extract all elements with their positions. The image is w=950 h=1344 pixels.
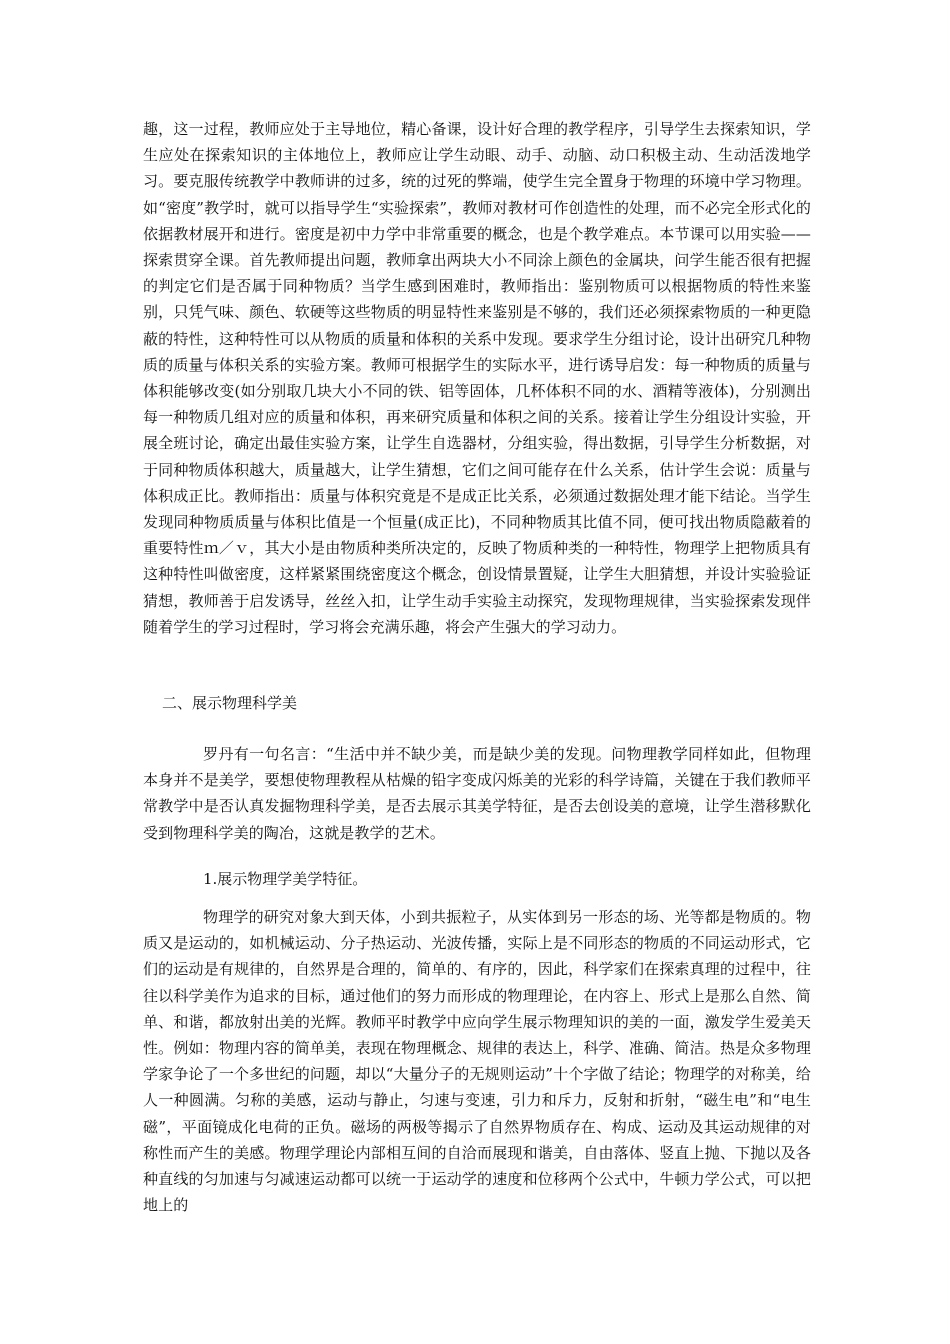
body-paragraph: 物理学的研究对象大到天体，小到共振粒子，从实体到另一形态的场、光等都是物质的。物质又是运动的，如机械运动、分子热运动、光波传播，实际上是不同形态的物质的不同运动形式，它们的运动是有规律的，自然界是合理的，简单的、有序的，因此，科学家们在探索真理的过程中，往往以科学美作为追求的目标，通过他们的努力而形成的物理理论，在内容上、形式上是那么自然、简单、和谐，都放射出美的光辉。教师平时教学中应向学生展示物理知识的美的一面，激发学生爱美天性。例如：物理内容的简单美，表现在物理概念、规律的表达上，科学、准确、简洁。热是众多物理学家争论了一个多世纪的问题，却以“大量分子的无规则运动”十个字做了结论；物理学的对称美，给人一种圆满。匀称的美感，运动与静止，匀速与变速，引力和斥力，反射和折射，“磁生电”和“电生磁”，平面镜成化电荷的正负。磁场的两极等揭示了自然界物质存在、构成、运动及其运动规律的对称性而产生的美感。物理学理论内部相互间的自洽而展现和谐美，自由落体、竖直上抛、下抛以及各种直线的匀加速与匀减速运动都可以统一于运动学的速度和位移两个公式中，牛顿力学公式，可以把地上的 — [143, 908, 811, 1215]
body-paragraph: 趣，这一过程，教师应处于主导地位，精心备课，设计好合理的教学程序，引导学生去探索知识，学生应处在探索知识的主体地位上，教师应让学生动眼、动手、动脑、动口积极主动、生动活泼地学习。要克服传统教学中教师讲的过多，统的过死的弊端，使学生完全置身于物理的环境中学习物理。如“密度”教学时，就可以指导学生“实验探索”，教师对教材可作创造性的处理，而不必完全形式化的依据教材展开和进行。密度是初中力学中非常重要的概念，也是个教学难点。本节课可以用实验——探索贯穿全课。首先教师提出问题，教师拿出两块大小不同涂上颜色的金属块，问学生能否很有把握的判定它们是否属于同种物质？当学生感到困难时，教师指出：鉴别物质可以根据物质的特性来鉴别，只凭气味、颜色、软硬等这些物质的明显特性来鉴别是不够的，我们还必须探索物质的一种更隐蔽的特性，这种特性可以从物质的质量和体积的关系中发现。要求学生分组讨论，设计出研究几种物质的质量与体积关系的实验方案。教师可根据学生的实际水平，进行诱导启发：每一种物质的质量与体积能够改变(如分别取几块大小不同的铁、铝等固体，几杯体积不同的水、酒精等液体)，分别测出每一种物质几组对应的质量和体积，再来研究质量和体积之间的关系。接着让学生分组设计实验，开展全班讨论，确定出最佳实验方案，让学生自选器材，分组实验，得出数据，引导学生分析数据，对于同种物质体积越大，质量越大，让学生猜想，它们之间可能存在什么关系，估计学生会说：质量与体积成正比。教师指出：质量与体积究竟是不是成正比关系，必须通过数据处理才能下结论。当学生发现同种物质质量与体积比值是一个恒量(成正比)，不同种物质其比值不同，便可找出物质隐蔽着的重要特性ｍ／ｖ，其大小是由物质种类所决定的，反映了物质种类的一种特性，物理学上把物质具有这种特性叫做密度，这样紧紧围绕密度这个概念，创设情景置疑，让学生大胆猜想，并设计实验验证猜想，教师善于启发诱导，丝丝入扣，让学生动手实验主动探究，发现物理规律，当实验探索发现伴随着学生的学习过程时，学习将会充满乐趣，将会产生强大的学习动力。 — [143, 120, 811, 636]
subsection-heading: 1.展示物理学美学特征。 — [203, 870, 368, 888]
section-heading: 二、展示物理科学美 — [162, 694, 298, 712]
body-paragraph: 罗丹有一句名言：“生活中并不缺少美，而是缺少美的发现。问物理教学同样如此，但物理本身并不是美学，要想使物理教程从枯燥的铅字变成闪烁美的光彩的科学诗篇，关键在于我们教师平常教学中是否认真发掘物理科学美，是否去展示其美学特征，是否去创设美的意境，让学生潜移默化受到物理科学美的陶冶，这就是教学的艺术。 — [143, 745, 811, 842]
